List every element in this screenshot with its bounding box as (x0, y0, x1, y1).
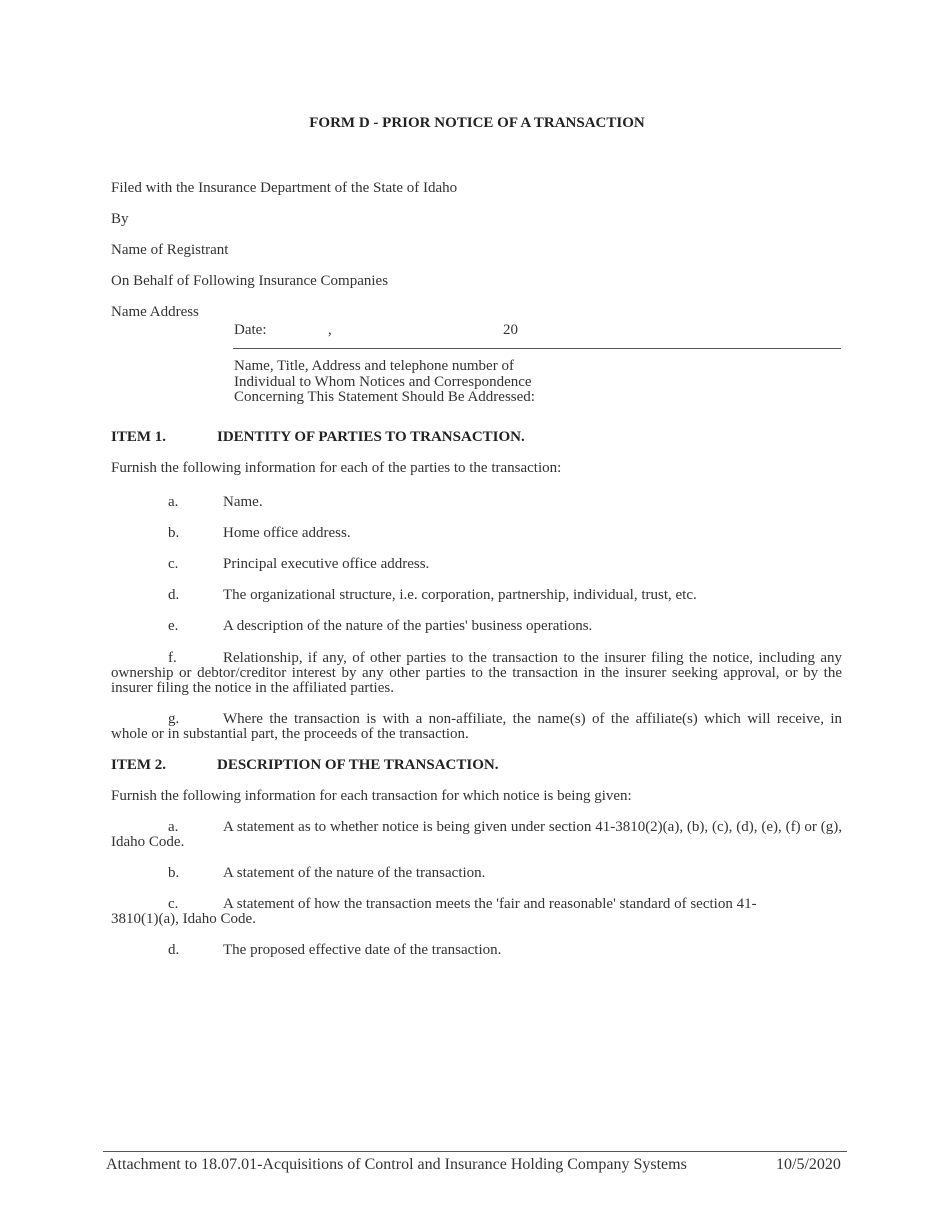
item1-g-letter: g. (168, 711, 180, 727)
item1-c-letter: c. (168, 556, 179, 572)
by-line: By (111, 211, 129, 227)
item2-d-text: The proposed effective date of the transaction. (223, 942, 502, 958)
contact-instructions: Name, Title, Address and telephone number of Individual to Whom Notices and Correspondence Concerning This Statement Should Be Addressed: (234, 358, 535, 405)
item2-c-text: A statement of how the transaction meets the 'fair and reasonable' standard of section 41-3810(1)(a), Idaho Code. (111, 896, 757, 927)
date-signature-rule (233, 348, 841, 349)
date-label: Date: (234, 322, 267, 338)
item2-b-letter: b. (168, 865, 180, 881)
item2-a-letter: a. (168, 819, 179, 835)
footer-rule (103, 1151, 847, 1152)
filed-with-line: Filed with the Insurance Department of the State of Idaho (111, 180, 458, 196)
item1-heading: IDENTITY OF PARTIES TO TRANSACTION. (217, 429, 525, 445)
item1-b-text: Home office address. (223, 525, 351, 541)
date-year-prefix: 20 (503, 322, 518, 338)
item1-a-text: Name. (223, 494, 263, 510)
item1-c-text: Principal executive office address. (223, 556, 430, 572)
item2-a-text: A statement as to whether notice is being given under section 41-3810(2)(a), (b), (c), (d), (e), (f) or (g), Idaho Code. (111, 819, 842, 850)
item2-number: ITEM 2. (111, 757, 167, 773)
form-title: FORM D - PRIOR NOTICE OF A TRANSACTION (309, 115, 645, 131)
item1-number: ITEM 1. (111, 429, 167, 445)
item1-f-letter: f. (168, 650, 177, 666)
item1-f-text: Relationship, if any, of other parties to the transaction to the insurer filing the notice, including any ownership or debtor/creditor interest by any other parties to the transaction in the insurer seeking approval, or by the insurer filing the notice in the affiliated parties. (111, 650, 842, 696)
item1-d-letter: d. (168, 587, 180, 603)
on-behalf-line: On Behalf of Following Insurance Companies (111, 273, 389, 289)
item2-c-letter: c. (168, 896, 179, 912)
item1-a-letter: a. (168, 494, 179, 510)
footer-attachment: Attachment to 18.07.01-Acquisitions of Control and Insurance Holding Company Systems (106, 1156, 687, 1173)
item1-e-letter: e. (168, 618, 179, 634)
item1-b-letter: b. (168, 525, 180, 541)
name-address-line: Name Address (111, 304, 199, 320)
item1-intro: Furnish the following information for each of the parties to the transaction: (111, 460, 562, 476)
item1-e-text: A description of the nature of the parties' business operations. (223, 618, 593, 634)
name-of-registrant-line: Name of Registrant (111, 242, 229, 258)
item2-b-text: A statement of the nature of the transaction. (223, 865, 486, 881)
item1-g-text: Where the transaction is with a non-affiliate, the name(s) of the affiliate(s) which will receive, in whole or in substantial part, the proceeds of the transaction. (111, 711, 842, 742)
item2-heading: DESCRIPTION OF THE TRANSACTION. (217, 757, 499, 773)
item2-d-letter: d. (168, 942, 180, 958)
footer-date: 10/5/2020 (776, 1156, 841, 1173)
date-comma: , (328, 322, 332, 338)
item1-d-text: The organizational structure, i.e. corporation, partnership, individual, trust, etc. (223, 587, 697, 603)
item2-intro: Furnish the following information for each transaction for which notice is being given: (111, 788, 632, 804)
